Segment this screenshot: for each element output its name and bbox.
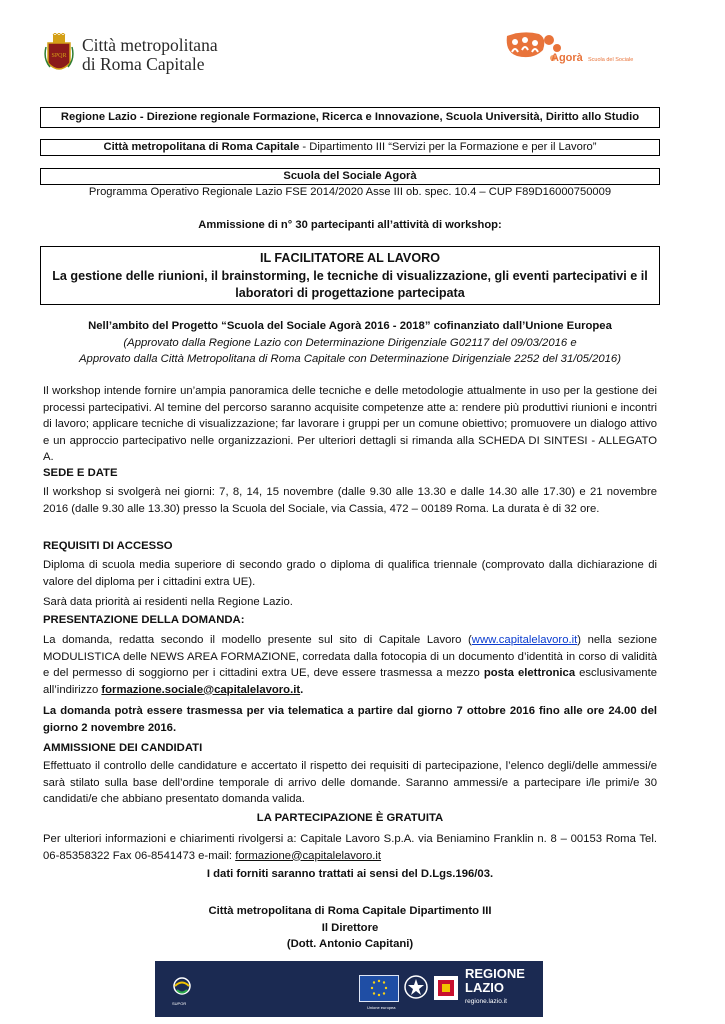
presentazione-paragraph xyxy=(43,632,657,698)
requisiti-heading: REQUISITI DI ACCESSO xyxy=(43,540,173,552)
eu-caption: Unione europea xyxy=(367,1005,396,1010)
city-name-line1: Città metropolitana xyxy=(82,35,218,55)
city-header xyxy=(44,33,218,77)
approval-line1: (Approvato dalla Regione Lazio con Determinazione Dirigenziale G02117 del 09/03/2016 e xyxy=(123,337,577,349)
signature-line1: Città metropolitana di Roma Capitale Dipartimento III xyxy=(208,905,492,917)
pec-label: posta elettronica xyxy=(483,667,576,679)
sede-paragraph: Il workshop si svolgerà nei giorni: 7, 8, 14, 15 novembre (dalle 9.30 alle 13.30 e dalle 14.30 alle 17.30) e 21 novembre 2016 (dalle 9.30 alle 13.30) presso la Scuola del Sociale, via Cassia, 472 – 00189 Roma. La durata è di 32 ore. xyxy=(43,486,657,515)
workshop-subtitle-line1: La gestione delle riunioni, il brainstorming, le tecniche di visualizzazione, gli eventi partecipativi e il xyxy=(52,268,648,283)
presentazione-text-c: esclusivamente all’indirizzo xyxy=(43,667,657,696)
city-crest-icon xyxy=(44,33,74,77)
fse-logo-icon xyxy=(169,975,195,1001)
region-box: Regione Lazio - Direzione regionale Formazione, Ricerca e Innovazione, Scuola Università, Diritto allo Studio xyxy=(40,107,660,128)
free-participation: LA PARTECIPAZIONE È GRATUITA xyxy=(256,812,444,824)
italian-republic-emblem-icon xyxy=(403,973,429,1003)
presentazione-heading: PRESENTAZIONE DELLA DOMANDA: xyxy=(43,614,245,626)
city-department-box xyxy=(40,139,660,156)
regione-lazio-logo-icon xyxy=(433,975,459,1001)
lazio-word: LAZIO xyxy=(465,980,504,995)
submission-email: formazione.sociale@capitalelavoro.it xyxy=(101,683,301,696)
city-name-line2: di Roma Capitale xyxy=(82,54,205,74)
city-department-rest: - Dipartimento III “Servizi per la Formazione e per il Lavoro” xyxy=(299,141,597,153)
ammissione-paragraph: Effettuato il controllo delle candidature e accertato il rispetto dei requisiti di partecipazione, l’elenco degli/delle ammessi/e sarà stilato sulla base dell’ordine temporale di arrivo delle domande. Saranno ammessi/e a partecipare i/le primi/e 30 candidati/e che abbiano presentato domanda valida. xyxy=(43,760,657,805)
presentazione-text-d: . xyxy=(300,683,304,696)
regione-word: REGIONE xyxy=(465,966,525,981)
workshop-subtitle-line2: laboratori di progettazione partecipata xyxy=(235,286,465,300)
programme-line: Programma Operativo Regionale Lazio FSE 2014/2020 Asse III ob. spec. 10.4 – CUP F89D16000750009 xyxy=(88,186,612,198)
capitalelavoro-link[interactable]: www.capitalelavoro.it xyxy=(471,634,578,646)
workshop-title-box xyxy=(40,246,660,305)
presentazione-text-a: La domanda, redatta secondo il modello presente sul sito di Capitale Lavoro ( xyxy=(43,634,472,646)
workshop-title: IL FACILITATORE AL LAVORO xyxy=(259,251,441,265)
svg-text:SPQR: SPQR xyxy=(51,53,67,59)
signature-line2: Il Direttore xyxy=(321,922,379,934)
contacts-paragraph xyxy=(43,831,657,864)
intro-paragraph: Il workshop intende fornire un’ampia panoramica delle tecniche e delle metodologie attualmente in uso per la gestione dei processi partecipativi. Al temine del percorso saranno acquisite competenze atte a: rendere più produttivi riunioni e incontri di lavoro; applicare tecniche di visualizzazione; far lavorare i gruppi per un comune obiettivo; promuovere un dialogo attivo e un approccio partecipativo nelle organizzazioni. Per ulteriori dettagli si rimanda alla SCHEDA DI SINTESI - ALLEGATO A. xyxy=(43,385,657,463)
signature-line3: (Dott. Antonio Capitani) xyxy=(286,938,414,950)
footer-banner xyxy=(155,961,543,1017)
contacts-text: Per ulteriori informazioni e chiarimenti rivolgersi a: Capitale Lavoro S.p.A. via Beniamino Franklin n. 8 – 00153 Roma Tel. 06-85358322 Fax 06-8541473 e-mail: xyxy=(43,833,657,862)
school-box: Scuola del Sociale Agorà xyxy=(40,168,660,185)
ammissione-heading: AMMISSIONE DEI CANDIDATI xyxy=(43,742,203,754)
regione-lazio-site: regione.lazio.it xyxy=(465,998,507,1005)
approval-line2: Approvato dalla Città Metropolitana di Roma Capitale con Determinazione Dirigenziale 2252 del 31/05/2016) xyxy=(79,353,621,365)
sede-heading: SEDE E DATE xyxy=(43,467,118,479)
agora-logo xyxy=(503,30,663,74)
presentazione-text-b: ) nella sezione MODULISTICA delle NEWS AREA FORMAZIONE, corredata dalla fotocopia di un documento d’identità in corso di validità e del permesso di soggiorno per i cittadini extra UE, deve essere trasmessa a mezzo xyxy=(43,634,657,679)
priority-line: Sarà data priorità ai residenti nella Regione Lazio. xyxy=(43,596,293,608)
privacy-line: I dati forniti saranno trattati ai sensi del D.Lgs.196/03. xyxy=(206,868,494,880)
eu-flag-icon xyxy=(359,975,399,1002)
contacts-email[interactable]: formazione@capitalelavoro.it xyxy=(235,849,382,862)
regione-lazio-name xyxy=(465,967,535,995)
agora-logo-subtitle: Scuola del Sociale xyxy=(588,57,634,63)
project-line: Nell’ambito del Progetto “Scuola del Sociale Agorà 2016 - 2018” cofinanziato dall’Unione Europea xyxy=(88,320,612,332)
deadline-paragraph: La domanda potrà essere trasmessa per via telematica a partire dal giorno 7 ottobre 2016 fino alle ore 24.00 del giorno 2 novembre 2016. xyxy=(43,705,657,734)
requisiti-paragraph: Diploma di scuola media superiore di secondo grado o diploma di qualifica triennale (comprovato dalla dichiarazione di valore del diploma per i cittadini extra UE). xyxy=(43,559,657,588)
city-department-bold: Città metropolitana di Roma Capitale xyxy=(103,141,300,153)
fse-logo-text: SUPOR xyxy=(172,1001,187,1006)
agora-logo-text: Agorà xyxy=(551,52,583,64)
admission-line: Ammissione di n° 30 partecipanti all’attività di workshop: xyxy=(198,219,502,231)
